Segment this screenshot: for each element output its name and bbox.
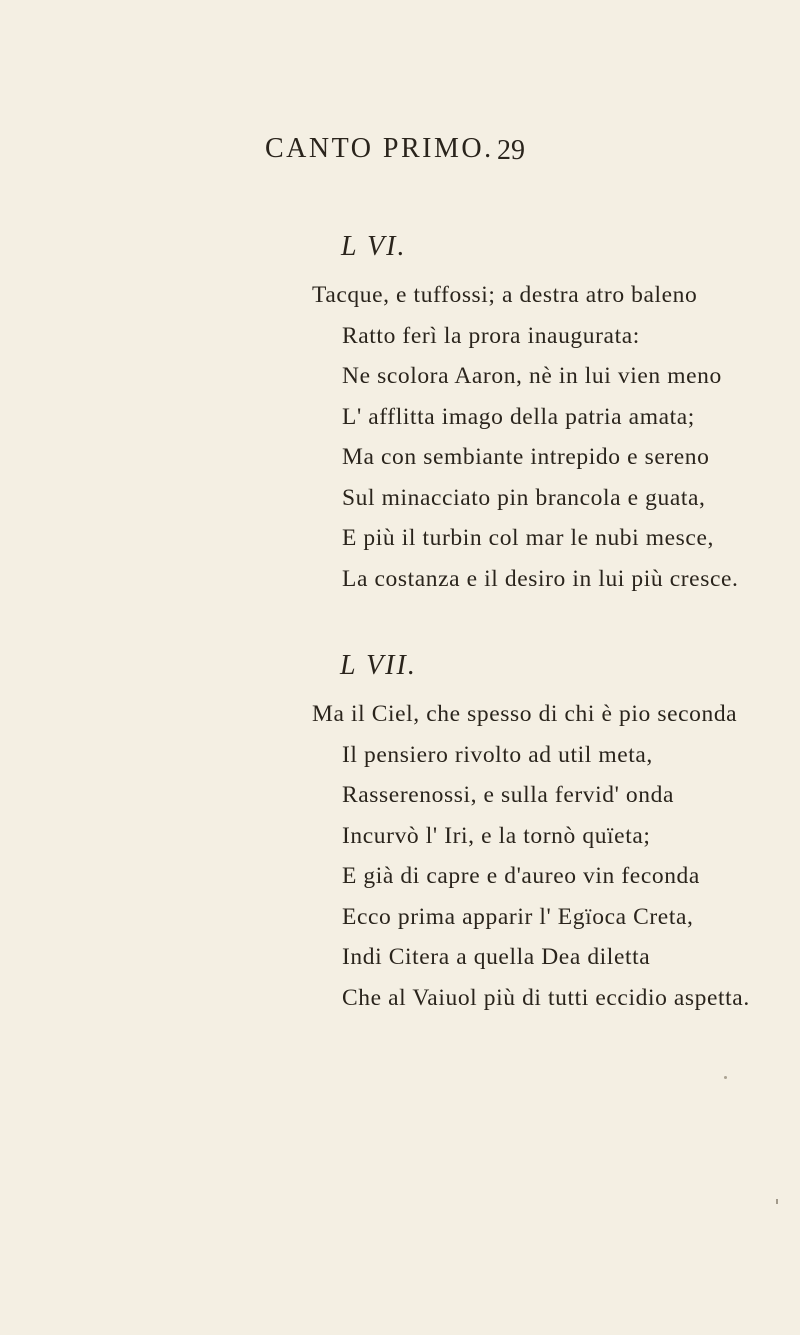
verse-line: Che al Vaiuol più di tutti eccidio aspetta. — [342, 985, 750, 1011]
running-title: CANTO PRIMO. — [265, 133, 494, 164]
verse-line: E più il turbin col mar le nubi mesce, — [342, 525, 714, 551]
verse-line: La costanza e il desiro in lui più cresce. — [342, 566, 739, 592]
stanza-number: L VII. — [340, 650, 417, 681]
verse-line: Tacque, e tuffossi; a destra atro baleno — [312, 282, 698, 308]
verse-line: E già di capre e d'aureo vin feconda — [342, 863, 700, 889]
paper-fleck — [724, 1076, 727, 1079]
verse-line: Ratto ferì la prora inaugurata: — [342, 323, 640, 349]
page-number: 29 — [497, 135, 525, 166]
verse-line: Ma con sembiante intrepido e sereno — [342, 444, 710, 470]
verse-line: Il pensiero rivolto ad util meta, — [342, 742, 653, 768]
verse-line: Rasserenossi, e sulla fervid' onda — [342, 782, 675, 808]
paper-stain — [776, 1199, 778, 1204]
verse-line: Ne scolora Aaron, nè in lui vien meno — [342, 363, 722, 389]
stanza-number: L VI. — [341, 231, 407, 262]
verse-line: Ma il Ciel, che spesso di chi è pio seconda — [312, 701, 738, 727]
verse-line: Indi Citera a quella Dea diletta — [342, 944, 651, 970]
verse-line: Ecco prima apparir l' Egïoca Creta, — [342, 904, 694, 930]
verse-line: Sul minacciato pin brancola e guata, — [342, 485, 706, 511]
running-head — [0, 133, 800, 173]
verse-line: L' afflitta imago della patria amata; — [342, 404, 695, 430]
verse-line: Incurvò l' Iri, e la tornò quïeta; — [342, 823, 651, 849]
